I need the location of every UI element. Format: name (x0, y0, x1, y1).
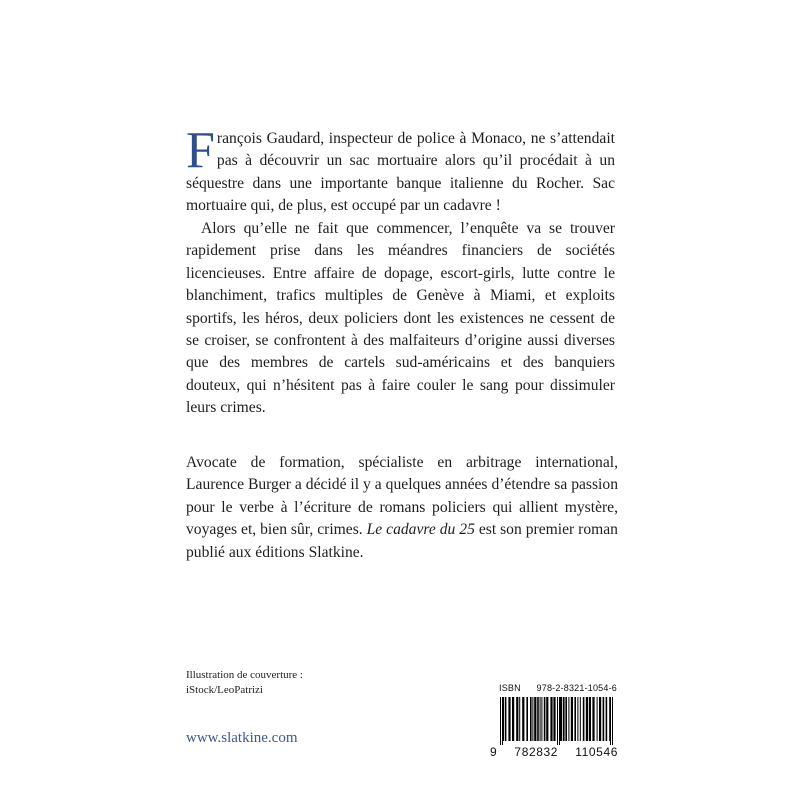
barcode-bar (574, 697, 576, 741)
barcode-bar (519, 697, 520, 741)
barcode-bar (563, 697, 565, 741)
summary-paragraph-1 (186, 122, 615, 218)
barcode-bar (534, 697, 536, 741)
publisher-website[interactable]: www.slatkine.com (186, 730, 298, 746)
barcode-bar (571, 697, 573, 741)
author-bio-text-end: est son premier roman publié aux éditions Slatkine. (186, 521, 618, 561)
barcode-bar (512, 697, 514, 741)
barcode-bar (583, 697, 585, 741)
barcode-guard-bar (557, 697, 558, 745)
cover-credit (186, 668, 303, 698)
barcode-bar (565, 697, 567, 741)
drop-cap: F (186, 122, 215, 179)
isbn-label: ISBN 978-2-8321-1054-6 (499, 683, 617, 693)
barcode-bar (508, 697, 510, 741)
barcode-bar (589, 697, 591, 741)
cover-credit-source: iStock/LeoPatrizi (186, 684, 263, 696)
barcode-bar (580, 697, 581, 741)
cover-credit-label: Illustration de couverture : (186, 669, 303, 681)
barcode-bar (546, 697, 548, 741)
barcode-bar (526, 697, 528, 741)
barcode-bar (532, 697, 533, 741)
barcode-bar (597, 697, 598, 741)
author-bio (186, 452, 618, 564)
barcode-bar (503, 697, 504, 741)
barcode-bar (540, 697, 541, 741)
barcode-bar (530, 697, 532, 741)
barcode-bar (544, 697, 546, 741)
summary-paragraph-1-text: rançois Gaudard, inspecteur de police à Monaco, ne s’attendait pas à découvrir un sac mortuaire alors qu’il procédait à un séquestre dans une importante banque italienne du Rocher. Sac mortuaire qui, de plus, est occupé par un cadavre ! (186, 130, 615, 215)
barcode-bar (550, 697, 552, 741)
summary-paragraph-2: Alors qu’elle ne fait que commencer, l’enquête va se trouver rapidement prise dans les méandres financiers de sociétés licencieuses. Entre affaire de dopage, escort-girls, lutte contre le blanchiment, trafics multiples de Genève à Miami, et exploits sportifs, les héros, deux policiers dont les existences ne cessent de se croiser, se confrontent à des malfaiteurs d’origine aussi diverses que des membres de cartels sud-américains et des banquiers douteux, qui n’hésitent pas à faire couler le sang pour dissimuler leurs crimes. (186, 220, 615, 417)
barcode-guard-bar (500, 697, 501, 745)
barcode-bar (568, 697, 569, 741)
author-bio-text: Avocate de formation, spécialiste en arbitrage international, Laurence Burger a décidé il y a quelques années d’étendre sa passion pour le verbe à l’écriture de romans policiers qui allient mystère, voyages et, bien sûr, crimes. (186, 454, 618, 539)
barcode-bar (592, 697, 594, 741)
barcode (498, 697, 616, 745)
barcode-bar (606, 697, 608, 741)
barcode-bar (537, 697, 539, 741)
barcode-bar (553, 697, 555, 741)
barcode-bar (541, 697, 542, 741)
barcode-digits: 9 782832 110546 (490, 745, 618, 759)
book-title: Le cadavre du 25 (366, 521, 475, 539)
barcode-bar (599, 697, 601, 741)
barcode-bar (577, 697, 578, 741)
barcode-guard-bar (610, 697, 611, 745)
barcode-bar (522, 697, 524, 741)
barcode-guard-bar (559, 697, 560, 745)
barcode-guard-bar (502, 697, 503, 745)
barcode-bar (560, 697, 562, 741)
barcode-bar (603, 697, 605, 741)
barcode-bar (586, 697, 588, 741)
barcode-guard-bar (612, 697, 613, 745)
barcode-bar (505, 697, 507, 741)
barcode-bar (516, 697, 518, 741)
